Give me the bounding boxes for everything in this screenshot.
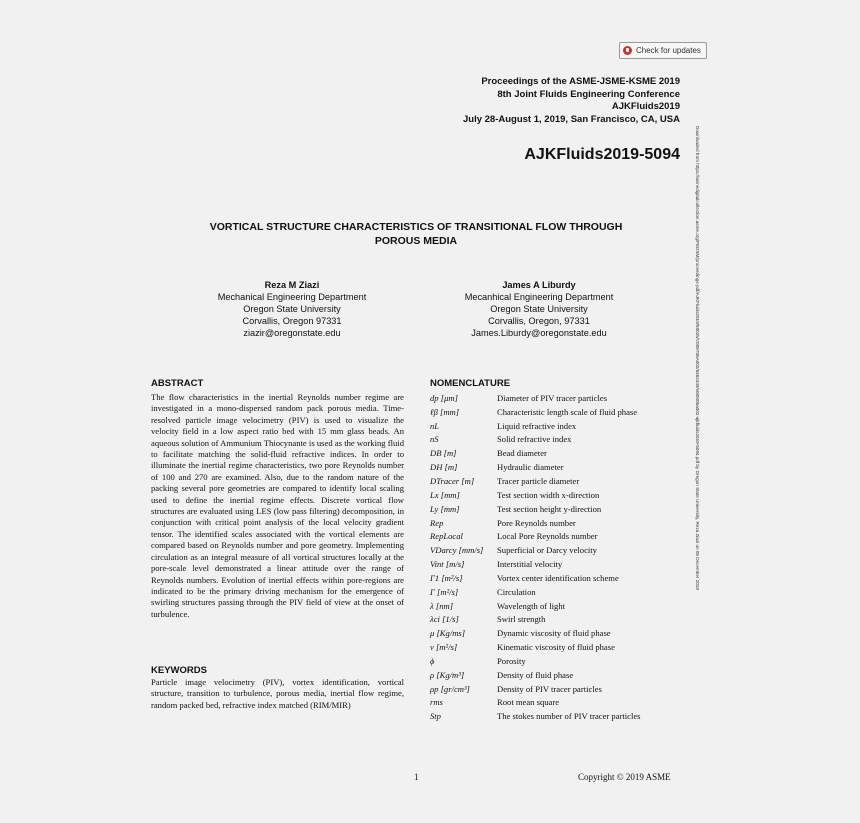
nomenclature-symbol: nS — [430, 434, 439, 445]
nomenclature-symbol: Vint [m/s] — [430, 559, 465, 570]
nomenclature-row — [430, 626, 692, 640]
nomenclature-symbol: λ [nm] — [430, 600, 454, 611]
nomenclature-description: Tracer particle diameter — [497, 475, 580, 486]
nomenclature-description: Test section height y-direction — [497, 503, 602, 514]
author-block — [196, 279, 388, 339]
nomenclature-description: Hydraulic diameter — [497, 462, 564, 473]
proceedings-line: AJKFluids2019 — [611, 101, 680, 112]
nomenclature-symbol: ℓβ [mm] — [430, 406, 460, 417]
nomenclature-symbol: Rep — [430, 517, 444, 528]
download-note — [692, 126, 700, 726]
keywords-heading: KEYWORDS — [151, 665, 207, 676]
nomenclature-symbol: λci [1/s] — [430, 614, 459, 625]
nomenclature-row — [430, 529, 692, 543]
check-for-updates-button[interactable] — [619, 42, 707, 59]
nomenclature-description: Test section width x-direction — [497, 489, 600, 500]
nomenclature-symbol: Γ1 [m²/s] — [430, 572, 463, 583]
proceedings-header — [463, 76, 680, 126]
author-city: Corvallis, Oregon, 97331 — [488, 316, 590, 326]
proceedings-line: 8th Joint Fluids Engineering Conference — [497, 88, 680, 100]
nomenclature-row — [430, 474, 692, 488]
nomenclature-symbol: nL — [430, 420, 440, 431]
nomenclature-row — [430, 391, 692, 405]
nomenclature-description: The stokes number of PIV tracer particles — [497, 711, 641, 722]
nomenclature-row — [430, 668, 692, 682]
nomenclature-row — [430, 543, 692, 557]
author-block — [444, 279, 634, 339]
nomenclature-description: Root mean square — [497, 697, 560, 708]
paper-title — [150, 220, 682, 248]
nomenclature-symbol: dp [μm] — [430, 392, 458, 403]
nomenclature-symbol: ϕ — [430, 655, 435, 666]
nomenclature-description: Density of fluid phase — [497, 669, 574, 680]
nomenclature-description: Bead diameter — [497, 448, 547, 459]
nomenclature-row — [430, 682, 692, 696]
nomenclature-description: Circulation — [497, 586, 536, 597]
download-note-text: Downloaded from https://asmedigitalcollection.asme.org/FEDSM/proceedings-pdf/AJKFluids2019/59025/V005T06A002/6462449/v005t06a002-ajkfluids2019-5094.pdf by Oregon State University, Reza Ziazi on 05 December 2019 — [695, 126, 700, 590]
author-name: James A Liburdy — [502, 280, 576, 290]
proceedings-line: July 28-August 1, 2019, San Francisco, CA, USA — [463, 113, 680, 125]
nomenclature-symbol: ν [m²/s] — [430, 642, 458, 653]
proceedings-line: Proceedings of the ASME-JSME-KSME 2019 — [481, 76, 680, 87]
nomenclature-row — [430, 433, 692, 447]
nomenclature-description: Solid refractive index — [497, 434, 572, 445]
nomenclature-symbol: DB [m] — [430, 448, 457, 459]
nomenclature-description: Dynamic viscosity of fluid phase — [497, 628, 611, 639]
author-dept: Mechanical Engineering Department — [217, 292, 367, 302]
nomenclature-description: Local Pore Reynolds number — [497, 531, 598, 542]
paper-id: AJKFluids2019-5094 — [524, 146, 680, 163]
author-email: ziazir@oregonstate.edu — [243, 328, 341, 338]
nomenclature-row — [430, 502, 692, 516]
nomenclature-description: Swirl strength — [497, 614, 546, 625]
title-line: POROUS MEDIA — [374, 235, 458, 247]
nomenclature-symbol: Ly [mm] — [430, 503, 460, 514]
nomenclature-description: Kinematic viscosity of fluid phase — [497, 642, 615, 653]
nomenclature-row — [430, 696, 692, 710]
nomenclature-row — [430, 419, 692, 433]
nomenclature-row — [430, 654, 692, 668]
nomenclature-symbol: Γ [m²/s] — [430, 586, 459, 597]
nomenclature-description: Wavelength of light — [497, 600, 566, 611]
nomenclature-row — [430, 488, 692, 502]
abstract-heading: ABSTRACT — [151, 378, 204, 389]
title-line: VORTICAL STRUCTURE CHARACTERISTICS OF TRANSITIONAL FLOW THROUGH — [209, 221, 623, 233]
author-university: Oregon State University — [243, 304, 341, 314]
nomenclature-symbol: VDarcy [mm/s] — [430, 545, 484, 556]
nomenclature-list — [430, 391, 692, 723]
nomenclature-symbol: rms — [430, 697, 443, 708]
nomenclature-symbol: DH [m] — [430, 462, 458, 473]
nomenclature-description: Interstitial velocity — [497, 559, 563, 570]
nomenclature-row — [430, 640, 692, 654]
author-email: James.Liburdy@oregonstate.edu — [471, 328, 607, 338]
nomenclature-description: Density of PIV tracer particles — [497, 683, 602, 694]
author-city: Corvallis, Oregon 97331 — [242, 316, 342, 326]
nomenclature-row — [430, 405, 692, 419]
nomenclature-description: Characteristic length scale of fluid phase — [497, 406, 638, 417]
nomenclature-row — [430, 571, 692, 585]
nomenclature-row — [430, 557, 692, 571]
copyright: Copyright © 2019 ASME — [578, 772, 671, 782]
nomenclature-row — [430, 599, 692, 613]
nomenclature-description: Liquid refractive index — [497, 420, 577, 431]
nomenclature-row — [430, 516, 692, 530]
check-for-updates-label: Check for updates — [636, 46, 701, 55]
page-number: 1 — [414, 772, 419, 782]
nomenclature-symbol: ρp [gr/cm³] — [430, 683, 470, 694]
nomenclature-symbol: RepLocal — [430, 531, 463, 542]
author-name: Reza M Ziazi — [264, 280, 320, 290]
abstract-text: The flow characteristics in the inertial Reynolds number regime are investigated in a mono-dispersed random pack porous media. Time-resolved particle image velocimetry (PIV) is used to visualize the velocity field in a low aspect ratio bed with 15 mm glass beads. An aqueous solution of Ammunium Thiocynante is used as the working fluid to facilitate matching the solid-fluid refractive indices. In order to illuminate the inertial regime characteristics, two pore Reynolds number of 100 and 270 are examined. Also, due to the random nature of the packing several pore geometries are compared to identify local scaling used to define the inertial regime effects. Discrete vortical flow structures are evaluated using LES (low pass filtering) decomposition, in conjunction with critical point analysis of the local velocity gradient tensor. The identified scales associated with the vortical elements are compared based on Reynolds number and pore geometry. Implementing circulation as an integral measure of all vortical structures locally at the pore-scale level demonstrated a linear attitude over the range of Reynolds numbers. Evolution of inertial effects within pore-regions are indicated to be the primary driving mechanism for the emergence of swirling structures passing through the PIV field of view at the onset of turbulence. — [151, 392, 404, 619]
nomenclature-description: Vortex center identification scheme — [497, 572, 619, 583]
nomenclature-row — [430, 709, 692, 723]
nomenclature-description: Superficial or Darcy velocity — [497, 545, 597, 556]
nomenclature-symbol: Stp — [430, 711, 441, 722]
nomenclature-symbol: DTracer [m] — [430, 475, 475, 486]
nomenclature-symbol: ρ [Kg/m³] — [430, 669, 465, 680]
update-badge-icon — [623, 46, 632, 55]
author-dept: Mecanhical Engineering Department — [464, 292, 614, 302]
nomenclature-heading: NOMENCLATURE — [430, 378, 511, 389]
nomenclature-row — [430, 446, 692, 460]
keywords-text: Particle image velocimetry (PIV), vortex identification, vortical structure, transition to turbulence, porous media, inertial flow regime, random packed bed, refractive index matched (RIM/MIR) — [151, 677, 404, 710]
nomenclature-row — [430, 585, 692, 599]
nomenclature-description: Porosity — [497, 655, 526, 666]
nomenclature-description: Pore Reynolds number — [497, 517, 576, 528]
nomenclature-row — [430, 460, 692, 474]
nomenclature-symbol: Lx [mm] — [430, 489, 460, 500]
nomenclature-symbol: μ [Kg/ms] — [430, 628, 466, 639]
nomenclature-row — [430, 613, 692, 627]
author-university: Oregon State University — [490, 304, 588, 314]
nomenclature-description: Diameter of PIV tracer particles — [497, 392, 608, 403]
